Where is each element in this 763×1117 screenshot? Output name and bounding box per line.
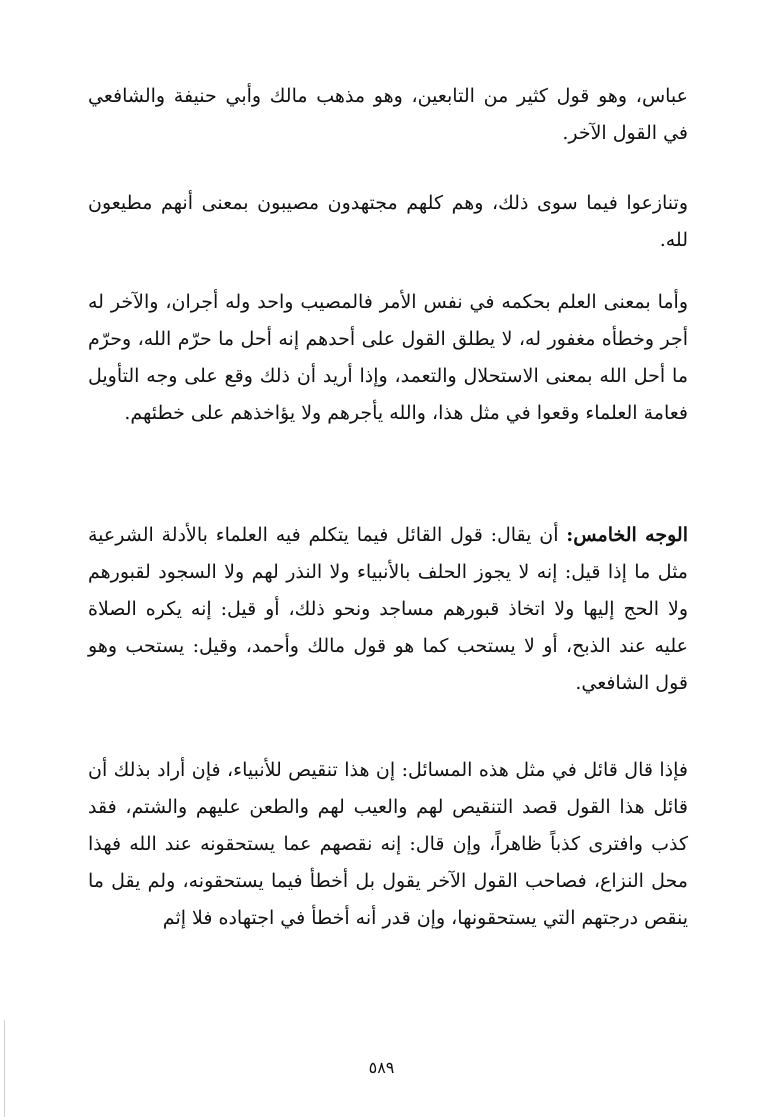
paragraph-1 [88, 78, 688, 152]
page-number: ٥٨٩ [368, 1058, 395, 1077]
paragraph-3-text: وأما بمعنى العلم بحكمه في نفس الأمر فالمصيب واحد وله أجران، والآخر له أجر وخطأه مغفور له، لا يطلق القول على أحدهم إنه أحل ما حرّم الله، وحرّم ما أحل الله بمعنى الاستحلال والتعمد، وإذا أريد أن ذلك وقع على وجه التأويل فعامة العلماء وقعوا في مثل هذا، والله يأجرهم ولا يؤاخذهم على خطئهم. [88, 291, 688, 424]
paragraph-2-text: وتنازعوا فيما سوى ذلك، وهم كلهم مجتهدون مصيبون بمعنى أنهم مطيعون لله. [88, 192, 688, 251]
paragraph-1-text: عباس، وهو قول كثير من التابعين، وهو مذهب مالك وأبي حنيفة والشافعي في القول الآخر. [88, 85, 688, 144]
paragraph-4 [88, 517, 688, 702]
paragraph-5 [88, 752, 688, 937]
paragraph-2 [88, 185, 688, 259]
paragraph-3 [88, 284, 688, 432]
margin-rule [4, 1020, 5, 1117]
paragraph-4-heading: الوجه الخامس: [566, 524, 688, 546]
paragraph-4-text: أن يقال: قول القائل فيما يتكلم فيه العلماء بالأدلة الشرعية مثل ما إذا قيل: إنه لا يجوز الحلف بالأنبياء ولا النذر لهم ولا السجود لقبورهم ولا الحج إليها ولا اتخاذ قبورهم مساجد ونحو ذلك، أو قيل: إنه يكره الصلاة عليه عند الذبح، أو لا يستحب كما هو قول مالك وأحمد، وقيل: يستحب وهو قول الشافعي. [88, 524, 688, 694]
paragraph-5-text: فإذا قال قائل في مثل هذه المسائل: إن هذا تنقيص للأنبياء، فإن أراد بذلك أن قائل هذا القول قصد التنقيص لهم والعيب لهم والطعن عليهم والشتم، فقد كذب وافترى كذباً ظاهراً، وإن قال: إنه نقصهم عما يستحقونه عند الله فهذا محل النزاع، فصاحب القول الآخر يقول بل أخطأ فيما يستحقونه، ولم يقل ما ينقص درجتهم التي يستحقونها، وإن قدر أنه أخطأ في اجتهاده فلا إثم [88, 759, 688, 929]
